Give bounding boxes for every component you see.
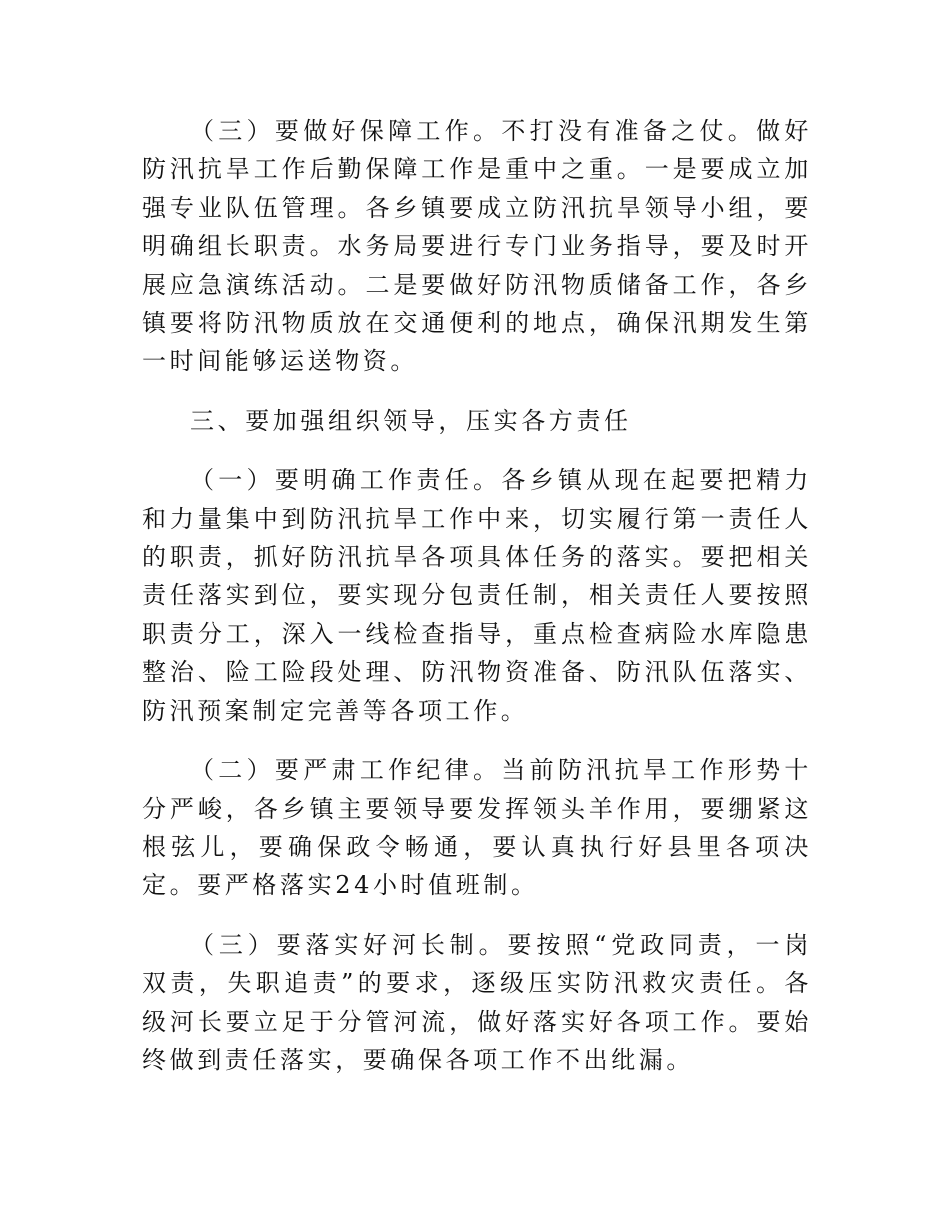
paragraph-river-chief-system: （三）要落实好河长制。要按照“党政同责，一岗双责，失职追责”的要求，逐级压实防汛救灾责任。各级河长要立足于分管河流，做好落实好各项工作。要始终做到责任落实，要确保各项工作不出纰漏。: [142, 930, 812, 1074]
section-heading-organization-leadership: 三、要加强组织领导，压实各方责任: [190, 406, 632, 435]
paragraph-support-work: （三）要做好保障工作。不打没有准备之仗。做好防汛抗旱工作后勤保障工作是重中之重。一是要成立加强专业队伍管理。各乡镇要成立防汛抗旱领导小组，要明确组长职责。水务局要进行专门业务指导，要及时开展应急演练活动。二是要做好防汛物质储备工作，各乡镇要将防汛物质放在交通便利的地点，确保汛期发生第一时间能够运送物资。: [142, 117, 812, 376]
paragraph-work-responsibility: （一）要明确工作责任。各乡镇从现在起要把精力和力量集中到防汛抗旱工作中来，切实履行第一责任人的职责，抓好防汛抗旱各项具体任务的落实。要把相关责任落实到位，要实现分包责任制，相关责任人要按照职责分工，深入一线检查指导，重点检查病险水库隐患整治、险工险段处理、防汛物资准备、防汛队伍落实、防汛预案制定完善等各项工作。: [142, 466, 812, 725]
document-page: [142, 112, 812, 1100]
paragraph-work-discipline: （二）要严肃工作纪律。当前防汛抗旱工作形势十分严峻，各乡镇主要领导要发挥领头羊作用，要绷紧这根弦儿，要确保政令畅通，要认真执行好县里各项决定。要严格落实24小时值班制。: [142, 756, 812, 900]
